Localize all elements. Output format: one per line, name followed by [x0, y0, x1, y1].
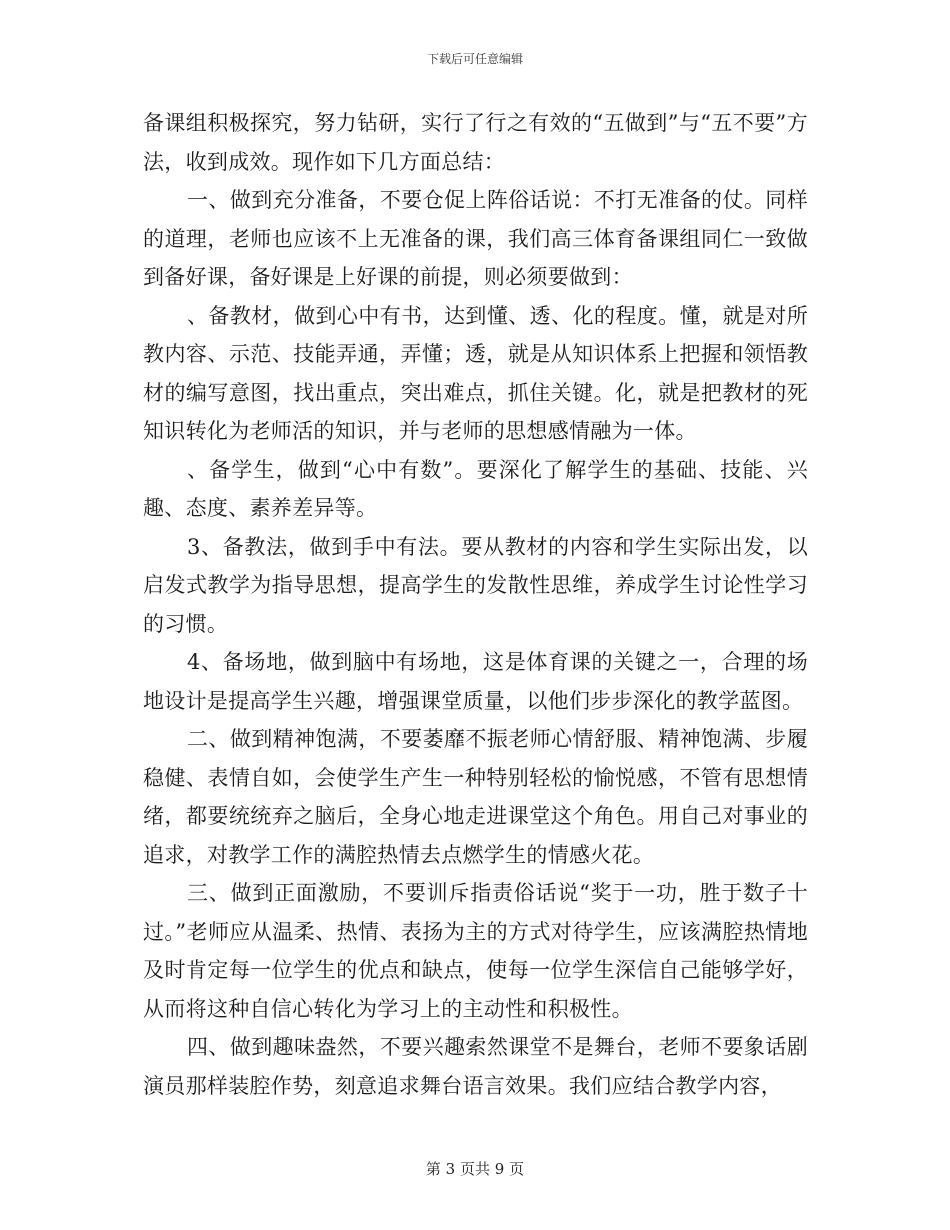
paragraph-intro: 备课组积极探究，努力钻研，实行了行之有效的“五做到”与“五不要”方法，收到成效。现作如下几方面总结：	[143, 111, 808, 174]
paragraph-item-methods: 3、备教法，做到手中有法。要从教材的内容和学生实际出发，以启发式教学为指导思想，提高学生的发散性思维，养成学生讨论性学习的习惯。	[143, 534, 808, 636]
paragraph-item-materials: 、备教材，做到心中有书，达到懂、透、化的程度。懂，就是对所教内容、示范、技能弄通，弄懂；透，就是从知识体系上把握和领悟教材的编写意图，找出重点，突出难点，抓住关键。化，就是把教材的死知识转化为老师活的知识，并与老师的思想感情融为一体。	[143, 303, 808, 443]
page-number: 第 3 页共 9 页	[425, 1160, 525, 1178]
paragraph-section-1: 一、做到充分准备，不要仓促上阵俗话说：不打无准备的仗。同样的道理，老师也应该不上无准备的课，我们高三体育备课组同仁一致做到备好课，备好课是上好课的前提，则必须要做到：	[143, 188, 808, 289]
paragraph-section-4: 四、做到趣味盎然，不要兴趣索然课堂不是舞台，老师不要象话剧演员那样装腔作势，刻意追求舞台语言效果。我们应结合教学内容，	[143, 1035, 808, 1098]
paragraph-item-venue: 4、备场地，做到脑中有场地，这是体育课的关键之一，合理的场地设计是提高学生兴趣，增强课堂质量，以他们步步深化的教学蓝图。	[143, 650, 808, 713]
document-body	[143, 104, 808, 1105]
paragraph-section-2: 二、做到精神饱满，不要萎靡不振老师心情舒服、精神饱满、步履稳健、表情自如，会使学生产生一种特别轻松的愉悦感，不管有思想情绪，都要统统弃之脑后，全身心地走进课堂这个角色。用自己对事业的追求，对教学工作的满腔热情去点燃学生的情感火花。	[143, 727, 808, 867]
paragraph-section-3: 三、做到正面激励，不要训斥指责俗话说“奖于一功，胜于数子十过。”老师应从温柔、热情、表扬为主的方式对待学生，应该满腔热情地及时肯定每一位学生的优点和缺点，使每一位学生深信自己能够学好，从而将这种自信心转化为学习上的主动性和积极性。	[143, 881, 808, 1021]
paragraph-item-students: 、备学生，做到“心中有数”。要深化了解学生的基础、技能、兴趣、态度、素养差异等。	[143, 457, 808, 520]
page-header: 下载后可任意编辑	[426, 52, 523, 66]
